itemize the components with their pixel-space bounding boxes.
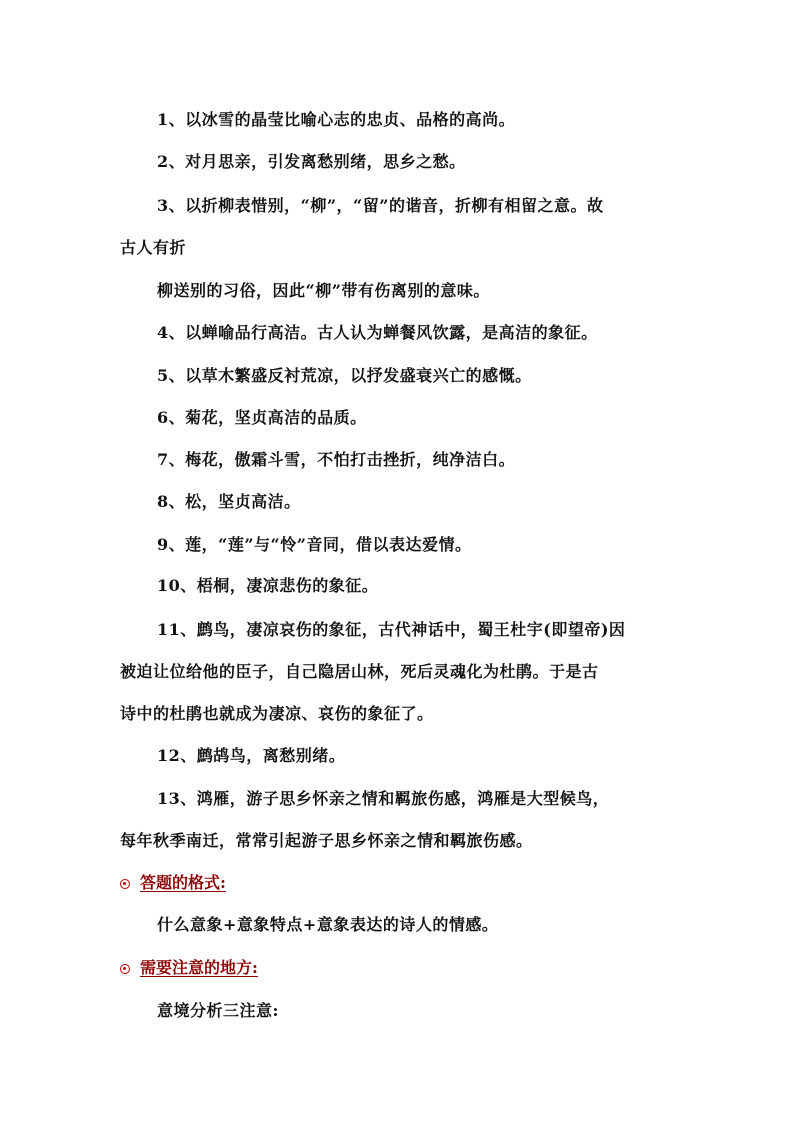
item-5: 5、以草木繁盛反衬荒凉，以抒发盛衰兴亡的感慨。 bbox=[157, 366, 532, 385]
section-heading-attention bbox=[120, 958, 258, 978]
item-1: 1、以冰雪的晶莹比喻心志的忠贞、品格的高尚。 bbox=[157, 110, 516, 129]
item-13-line-1: 13、鸿雁，游子思乡怀亲之情和羁旅伤感，鸿雁是大型候鸟， bbox=[157, 789, 610, 808]
item-3-line-1: 3、以折柳表惜别，“柳”，“留”的谐音，折柳有相留之意。故 bbox=[157, 196, 604, 215]
section-heading-attention-text: 需要注意的地方: bbox=[140, 958, 258, 977]
item-12: 12、鹧鸪鸟，离愁别绪。 bbox=[157, 746, 346, 765]
item-2: 2、对月思亲，引发离愁别绪，思乡之愁。 bbox=[157, 152, 466, 171]
item-4: 4、以蝉喻品行高洁。古人认为蝉餐风饮露，是高洁的象征。 bbox=[157, 323, 598, 342]
item-11-line-2: 被迫让位给他的臣子，自己隐居山林，死后灵魂化为杜鹃。于是古 bbox=[120, 662, 599, 681]
section-body-format: 什么意象+意象特点+意象表达的诗人的情感。 bbox=[157, 915, 499, 934]
circle-bullet-icon bbox=[120, 964, 130, 974]
item-3-line-3: 柳送别的习俗，因此“柳”带有伤离别的意味。 bbox=[157, 281, 490, 300]
item-13-line-2: 每年秋季南迁，常常引起游子思乡怀亲之情和羁旅伤感。 bbox=[120, 831, 533, 850]
item-7: 7、梅花，傲霜斗雪，不怕打击挫折，纯净洁白。 bbox=[157, 450, 516, 469]
section-heading-format-text: 答题的格式: bbox=[140, 873, 226, 892]
item-11-line-1: 11、鹧鸟，凄凉哀伤的象征，古代神话中，蜀王杜宇(即望帝)因 bbox=[157, 620, 626, 639]
section-heading-format bbox=[120, 873, 226, 893]
circle-bullet-icon bbox=[120, 879, 130, 889]
item-8: 8、松，坚贞高洁。 bbox=[157, 492, 301, 511]
item-3-line-2: 古人有折 bbox=[120, 238, 187, 257]
section-body-attention: 意境分析三注意: bbox=[157, 1001, 279, 1020]
item-9: 9、莲，“莲”与“怜”音同，借以表达爱情。 bbox=[157, 535, 472, 554]
item-6: 6、菊花，坚贞高洁的品质。 bbox=[157, 408, 367, 427]
item-10: 10、梧桐，凄凉悲伤的象征。 bbox=[157, 576, 379, 595]
item-11-line-3: 诗中的杜鹃也就成为凄凉、哀伤的象征了。 bbox=[120, 704, 434, 723]
